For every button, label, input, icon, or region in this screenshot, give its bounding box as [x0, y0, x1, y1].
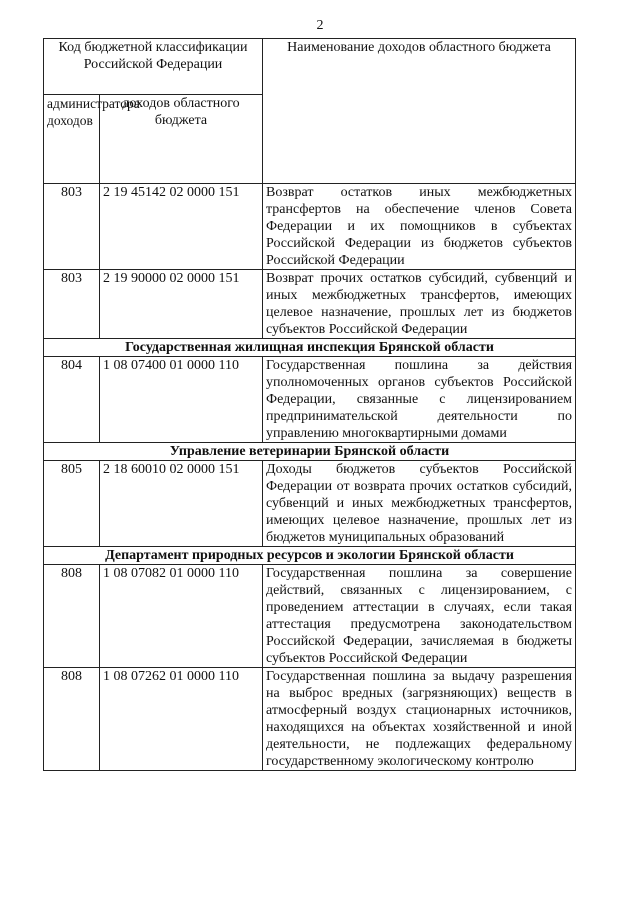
- header-administrator: администратора доходов: [44, 95, 100, 184]
- kbk-code-cell: 2 19 45142 02 0000 151: [100, 184, 263, 270]
- table-row: [44, 270, 576, 339]
- section-header-row: [44, 443, 576, 461]
- admin-code-cell: 803: [44, 184, 100, 270]
- admin-code-cell: 803: [44, 270, 100, 339]
- table-header-row-1: [44, 39, 576, 95]
- kbk-code-cell: 1 08 07082 01 0000 110: [100, 565, 263, 668]
- admin-code-cell: 805: [44, 461, 100, 547]
- table-row: [44, 184, 576, 270]
- header-revenue-name: Наименование доходов областного бюджета: [263, 39, 576, 184]
- table-row: [44, 668, 576, 771]
- page-number: 2: [316, 18, 324, 33]
- admin-code-cell: 804: [44, 357, 100, 443]
- revenue-name-cell: Государственная пошлина за действия уполномоченных органов субъектов Российской Федерации, связанные с лицензированием предпринимательской деятельности по управлению многоквартирными домами: [263, 357, 576, 443]
- kbk-code-cell: 1 08 07400 01 0000 110: [100, 357, 263, 443]
- revenue-name-cell: Возврат остатков иных межбюджетных трансфертов на обеспечение членов Совета Федерации и их помощников в субъектах Российской Федерации из бюджетов субъектов Российской Федерации: [263, 184, 576, 270]
- admin-code-cell: 808: [44, 565, 100, 668]
- kbk-code-cell: 2 18 60010 02 0000 151: [100, 461, 263, 547]
- admin-code-cell: 808: [44, 668, 100, 771]
- section-header-row: [44, 339, 576, 357]
- table-row: [44, 357, 576, 443]
- revenue-name-cell: Государственная пошлина за совершение действий, связанных с лицензированием, с проведением аттестации в случаях, если такая аттестация предусмотрена законодательством Российской Федерации, зачисляемая в бюджеты субъектов Российской Федерации: [263, 565, 576, 668]
- section-header-row: [44, 547, 576, 565]
- revenue-name-cell: Государственная пошлина за выдачу разрешения на выброс вредных (загрязняющих) веществ в атмосферный воздух стационарных источников, находящихся на объектах хозяйственной и иной деятельности, не подлежащих федеральному государственному экологическому контролю: [263, 668, 576, 771]
- budget-revenue-table: [43, 38, 576, 771]
- table-row: [44, 565, 576, 668]
- kbk-code-cell: 2 19 90000 02 0000 151: [100, 270, 263, 339]
- table-row: [44, 461, 576, 547]
- header-income: доходов областного бюджета: [100, 95, 263, 184]
- section-title: Департамент природных ресурсов и экологии Брянской области: [44, 547, 576, 565]
- section-title: Управление ветеринарии Брянской области: [44, 443, 576, 461]
- revenue-name-cell: Доходы бюджетов субъектов Российской Федерации от возврата прочих остатков субсидий, субвенций и иных межбюджетных трансфертов, имеющих целевое назначение, прошлых лет из бюджетов муниципальных образований: [263, 461, 576, 547]
- section-title: Государственная жилищная инспекция Брянской области: [44, 339, 576, 357]
- header-code-group: Код бюджетной классификации Российской Федерации: [44, 39, 263, 95]
- kbk-code-cell: 1 08 07262 01 0000 110: [100, 668, 263, 771]
- revenue-name-cell: Возврат прочих остатков субсидий, субвенций и иных межбюджетных трансфертов, имеющих целевое назначение, прошлых лет из бюджетов субъектов Российской Федерации: [263, 270, 576, 339]
